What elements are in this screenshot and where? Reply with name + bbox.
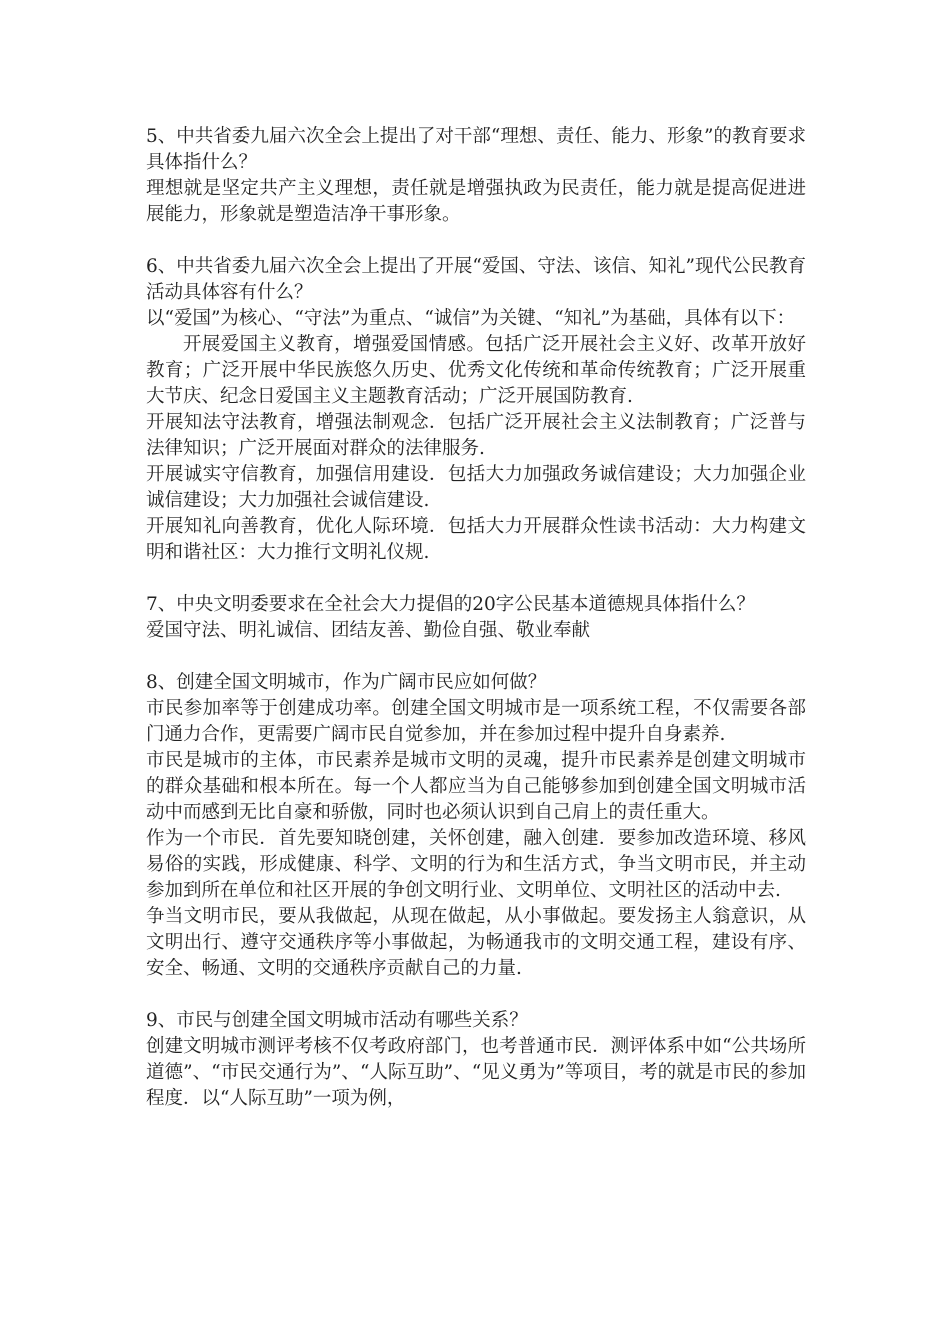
question-text: 9、市民与创建全国文明城市活动有哪些关系？ — [146, 1010, 528, 1031]
answer-text: 开展爱国主义教育，增强爱国情感。包括广泛开展社会主义好、改革开放好教育；广泛开展中华民族悠久历史、优秀文化传统和革命传统教育；广泛开展重大节庆、纪念日爱国主义主题教育活动；广泛开展国防教育. — [146, 334, 806, 407]
answer-text: 开展诚实守信教育，加强信用建设．包括大力加强政务诚信建设；大力加强企业诚信建设；大力加强社会诚信建设. — [146, 464, 806, 511]
answer-text: 理想就是坚定共产主义理想，责任就是增强执政为民责任，能力就是提高促进进展能力，形象就是塑造洁净干事形象。 — [146, 178, 806, 225]
answer-text: 开展知礼向善教育，优化人际环境．包括大力开展群众性读书活动：大力构建文明和谐社区：大力推行文明礼仪规. — [146, 516, 806, 563]
question-text: 5、中共省委九届六次全会上提出了对干部“理想、责任、能力、形象”的教育要求具体指什么？ — [146, 126, 806, 173]
qa-section-9 — [146, 1008, 806, 1112]
qa-section-7 — [146, 592, 806, 644]
answer-text: 爱国守法、明礼诚信、团结友善、勤俭自强、敬业奉献 — [146, 620, 591, 641]
qa-section-8 — [146, 670, 806, 982]
qa-section-6 — [146, 254, 806, 566]
answer-text: 争当文明市民，要从我做起，从现在做起，从小事做起。要发扬主人翁意识，从文明出行、遵守交通秩序等小事做起，为畅通我市的文明交通工程，建设有序、安全、畅通、文明的交通秩序贡献自己的力量. — [146, 906, 806, 979]
question-text: 8、创建全国文明城市，作为广阔市民应如何做？ — [146, 672, 547, 693]
question-text: 7、中央文明委要求在全社会大力提倡的20字公民基本道德规具体指什么？ — [146, 594, 755, 615]
document-page — [146, 124, 806, 1138]
qa-section-5 — [146, 124, 806, 228]
question-text: 6、中共省委九届六次全会上提出了开展“爱国、守法、该信、知礼”现代公民教育活动具体容有什么？ — [146, 256, 806, 303]
answer-text: 以“爱国”为核心、“守法”为重点、“诚信”为关键、“知礼”为基础，具体有以下： — [146, 308, 796, 329]
answer-text: 开展知法守法教育，增强法制观念．包括广泛开展社会主义法制教育；广泛普与法律知识；广泛开展面对群众的法律服务. — [146, 412, 806, 459]
answer-text: 创建文明城市测评考核不仅考政府部门，也考普通市民．测评体系中如“公共场所道德”、“市民交通行为”、“人际互助”、“见义勇为”等项目，考的就是市民的参加程度．以“人际互助”一项为例， — [146, 1036, 806, 1109]
answer-text: 市民是城市的主体，市民素养是城市文明的灵魂，提升市民素养是创建文明城市的群众基础和根本所在。每一个人都应当为自己能够参加到创建全国文明城市活动中而感到无比自豪和骄傲，同时也必须认识到自己肩上的责任重大。 — [146, 750, 806, 823]
answer-text: 市民参加率等于创建成功率。创建全国文明城市是一项系统工程，不仅需要各部门通力合作，更需要广阔市民自觉参加，并在参加过程中提升自身素养. — [146, 698, 806, 745]
answer-text: 作为一个市民．首先要知晓创建，关怀创建，融入创建．要参加改造环境、移风易俗的实践，形成健康、科学、文明的行为和生活方式，争当文明市民，并主动参加到所在单位和社区开展的争创文明行业、文明单位、文明社区的活动中去. — [146, 828, 806, 901]
